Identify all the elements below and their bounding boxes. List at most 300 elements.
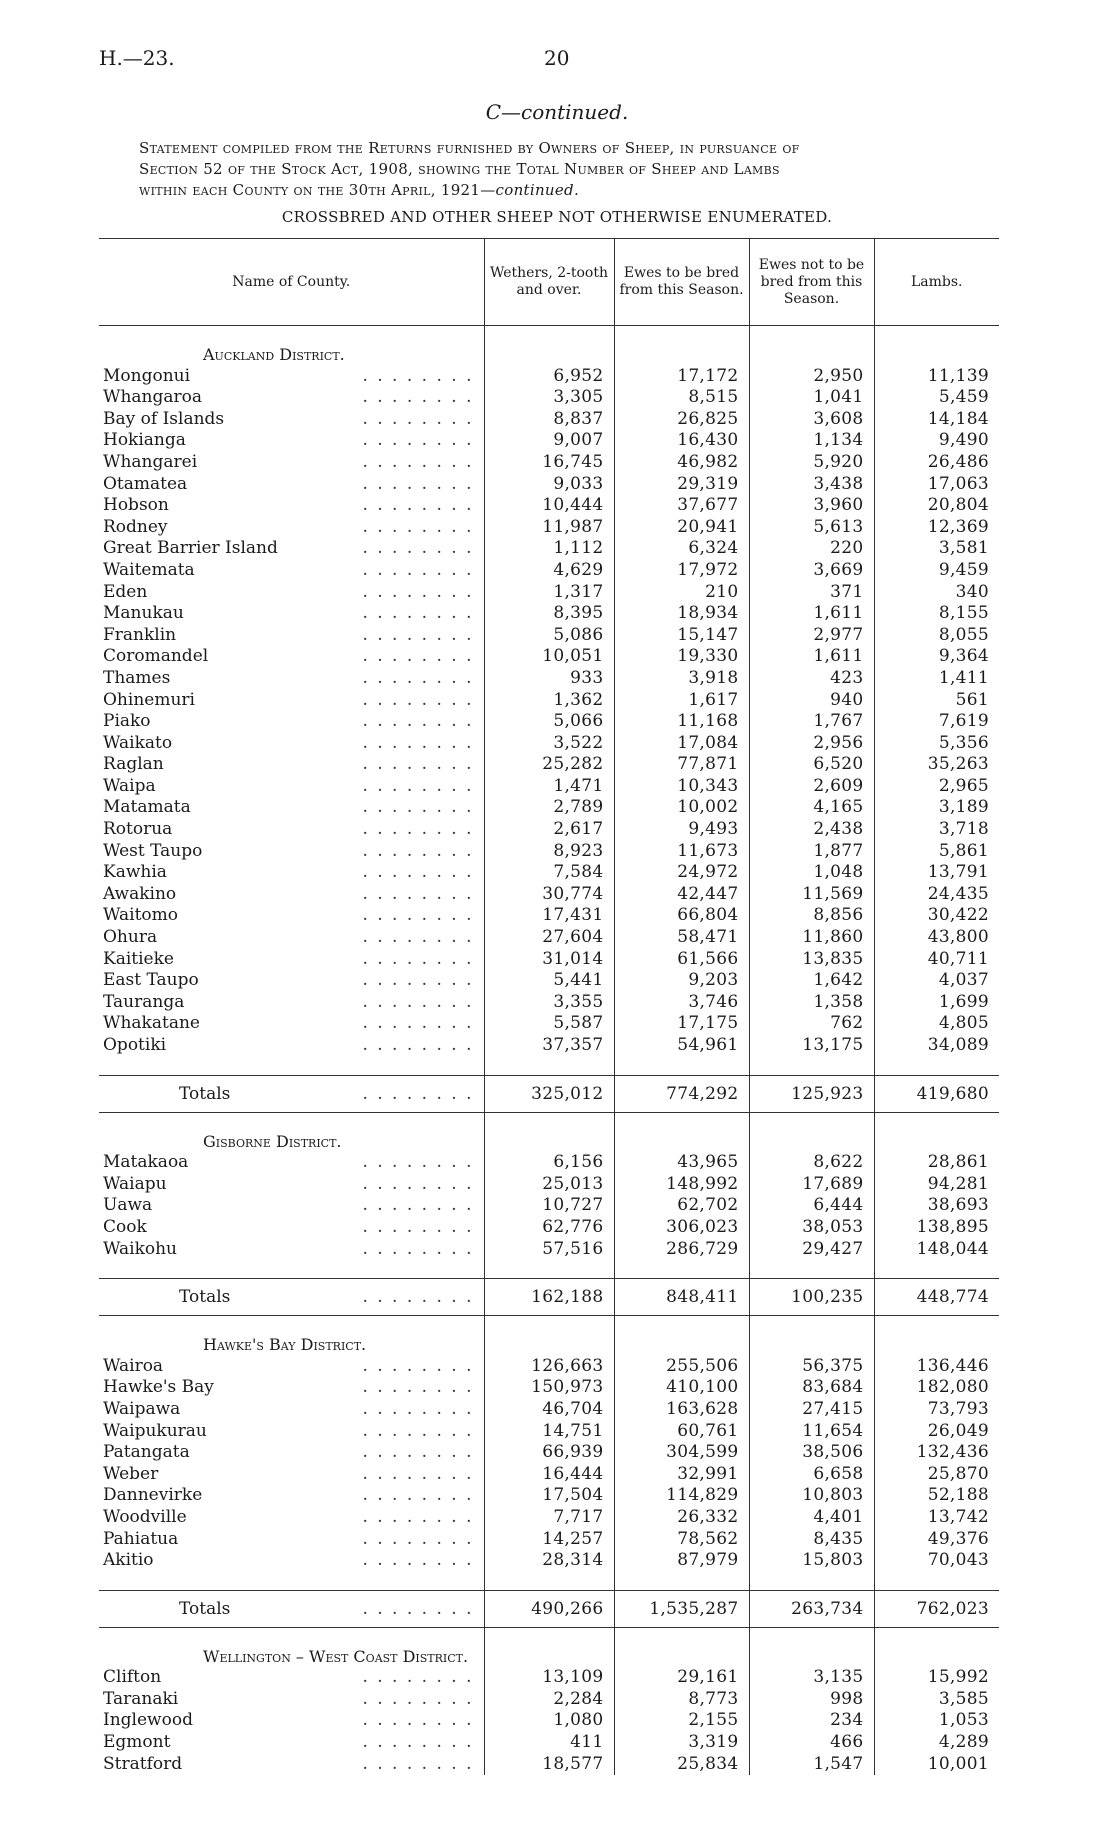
ewes-bred-value: 17,972 bbox=[614, 560, 749, 582]
leader-dots: . . . . . . . . bbox=[362, 1485, 474, 1506]
leader-dots: . . . . . . . . bbox=[362, 495, 474, 516]
ewes-not-bred-value: 38,506 bbox=[749, 1442, 874, 1464]
table-row bbox=[99, 582, 999, 604]
lambs-value: 26,486 bbox=[874, 452, 999, 474]
leader-dots: . . . . . . . . bbox=[362, 1377, 474, 1398]
ewes-not-bred-value: 3,669 bbox=[749, 560, 874, 582]
table-row bbox=[99, 1667, 999, 1689]
wethers-value: 5,066 bbox=[484, 711, 614, 733]
lambs-value: 26,049 bbox=[874, 1421, 999, 1443]
spacer-cell bbox=[99, 1112, 484, 1131]
county-name-cell bbox=[99, 1689, 484, 1711]
ewes-bred-value: 32,991 bbox=[614, 1464, 749, 1486]
leader-dots: . . . . . . . . bbox=[362, 732, 474, 753]
lambs-value: 148,044 bbox=[874, 1239, 999, 1261]
sheep-table bbox=[99, 238, 999, 1775]
ewes-not-bred-value: 11,654 bbox=[749, 1421, 874, 1443]
table-row bbox=[99, 733, 999, 755]
county-name-wrap bbox=[103, 1507, 480, 1529]
ewes-not-bred-value: 371 bbox=[749, 582, 874, 604]
wethers-value: 4,629 bbox=[484, 560, 614, 582]
county-name-cell bbox=[99, 905, 484, 927]
spacer-cell bbox=[614, 1316, 749, 1335]
county-name: Ohinemuri bbox=[103, 689, 195, 710]
ewes-not-bred-value: 2,609 bbox=[749, 776, 874, 798]
county-name-wrap bbox=[103, 1239, 480, 1261]
table-row bbox=[99, 1464, 999, 1486]
leader-dots: . . . . . . . . bbox=[362, 581, 474, 602]
wethers-value: 14,257 bbox=[484, 1529, 614, 1551]
lambs-value: 43,800 bbox=[874, 927, 999, 949]
totals-label-wrap bbox=[179, 1279, 480, 1315]
wethers-value: 5,086 bbox=[484, 625, 614, 647]
ewes-not-bred-value: 3,608 bbox=[749, 409, 874, 431]
county-name: Inglewood bbox=[103, 1710, 193, 1731]
ewes-not-bred-value: 38,053 bbox=[749, 1217, 874, 1239]
district-heading-row bbox=[99, 1646, 999, 1668]
table-row bbox=[99, 517, 999, 539]
total-lambs: 419,680 bbox=[874, 1075, 999, 1112]
col-header-name: Name of County. bbox=[99, 239, 484, 326]
lambs-value: 4,037 bbox=[874, 970, 999, 992]
county-name-cell bbox=[99, 430, 484, 452]
county-name-cell bbox=[99, 797, 484, 819]
county-name: Hobson bbox=[103, 495, 169, 516]
county-name-wrap bbox=[103, 711, 480, 733]
county-name-cell bbox=[99, 1754, 484, 1776]
col-header-wethers: Wethers, 2-tooth and over. bbox=[484, 239, 614, 326]
leader-dots: . . . . . . . . bbox=[362, 775, 474, 796]
leader-dots: . . . . . . . . bbox=[362, 1442, 474, 1463]
ewes-not-bred-value: 13,175 bbox=[749, 1035, 874, 1057]
spacer-cell bbox=[874, 326, 999, 345]
county-name-cell bbox=[99, 582, 484, 604]
lambs-value: 7,619 bbox=[874, 711, 999, 733]
total-lambs: 448,774 bbox=[874, 1279, 999, 1316]
table-row bbox=[99, 1421, 999, 1443]
lambs-value: 11,139 bbox=[874, 366, 999, 388]
county-name-wrap bbox=[103, 970, 480, 992]
county-name-cell bbox=[99, 603, 484, 625]
ewes-bred-value: 26,825 bbox=[614, 409, 749, 431]
lambs-value: 4,805 bbox=[874, 1013, 999, 1035]
leader-dots: . . . . . . . . bbox=[362, 1506, 474, 1527]
table-row bbox=[99, 1442, 999, 1464]
wethers-value: 5,587 bbox=[484, 1013, 614, 1035]
spacer-row bbox=[99, 1627, 999, 1646]
empty-cell bbox=[749, 1131, 874, 1153]
county-name: Matakaoa bbox=[103, 1152, 189, 1173]
ewes-bred-value: 87,979 bbox=[614, 1550, 749, 1572]
county-name: Uawa bbox=[103, 1195, 153, 1216]
spacer-cell bbox=[99, 326, 484, 345]
wethers-value: 1,112 bbox=[484, 538, 614, 560]
table-row bbox=[99, 495, 999, 517]
table-row bbox=[99, 1754, 999, 1776]
county-name: Great Barrier Island bbox=[103, 538, 278, 559]
wethers-value: 28,314 bbox=[484, 1550, 614, 1572]
wethers-value: 8,923 bbox=[484, 841, 614, 863]
total-ewes-not-bred: 125,923 bbox=[749, 1075, 874, 1112]
table-row bbox=[99, 690, 999, 712]
county-name-cell bbox=[99, 1399, 484, 1421]
ewes-not-bred-value: 940 bbox=[749, 690, 874, 712]
leader-dots: . . . . . . . . bbox=[362, 1173, 474, 1194]
county-name: Whangaroa bbox=[103, 387, 203, 408]
spacer-row bbox=[99, 1112, 999, 1131]
ewes-not-bred-value: 6,520 bbox=[749, 754, 874, 776]
ewes-bred-value: 3,746 bbox=[614, 992, 749, 1014]
spacer-cell bbox=[874, 1316, 999, 1335]
lambs-value: 5,861 bbox=[874, 841, 999, 863]
lambs-value: 17,063 bbox=[874, 474, 999, 496]
ewes-not-bred-value: 6,658 bbox=[749, 1464, 874, 1486]
wethers-value: 6,952 bbox=[484, 366, 614, 388]
county-name-wrap bbox=[103, 668, 480, 690]
county-name-wrap bbox=[103, 646, 480, 668]
spacer-cell bbox=[749, 1316, 874, 1335]
leader-dots: . . . . . . . . bbox=[362, 883, 474, 904]
county-name-wrap bbox=[103, 884, 480, 906]
county-name-cell bbox=[99, 495, 484, 517]
county-name-wrap bbox=[103, 992, 480, 1014]
leader-dots: . . . . . . . . bbox=[362, 797, 474, 818]
ewes-bred-value: 46,982 bbox=[614, 452, 749, 474]
ewes-not-bred-value: 3,438 bbox=[749, 474, 874, 496]
wethers-value: 14,751 bbox=[484, 1421, 614, 1443]
lambs-value: 132,436 bbox=[874, 1442, 999, 1464]
wethers-value: 8,837 bbox=[484, 409, 614, 431]
totals-label-cell bbox=[99, 1279, 484, 1316]
ewes-not-bred-value: 56,375 bbox=[749, 1356, 874, 1378]
county-name-wrap bbox=[103, 603, 480, 625]
total-wethers: 490,266 bbox=[484, 1590, 614, 1627]
lambs-value: 182,080 bbox=[874, 1377, 999, 1399]
county-name: Bay of Islands bbox=[103, 408, 225, 429]
county-name: Waikohu bbox=[103, 1238, 178, 1259]
leader-dots: . . . . . . . . bbox=[362, 905, 474, 926]
table-row bbox=[99, 1174, 999, 1196]
ewes-not-bred-value: 2,977 bbox=[749, 625, 874, 647]
county-name-cell bbox=[99, 970, 484, 992]
ewes-bred-value: 10,002 bbox=[614, 797, 749, 819]
county-name-cell bbox=[99, 387, 484, 409]
wethers-value: 9,007 bbox=[484, 430, 614, 452]
wethers-value: 933 bbox=[484, 668, 614, 690]
county-name-wrap bbox=[103, 517, 480, 539]
county-name: Wairoa bbox=[103, 1355, 164, 1376]
empty-cell bbox=[614, 1334, 749, 1356]
district-name bbox=[99, 1646, 484, 1668]
leader-dots: . . . . . . . . bbox=[362, 387, 474, 408]
table-row bbox=[99, 927, 999, 949]
county-name: Taranaki bbox=[103, 1688, 179, 1709]
spacer-cell bbox=[749, 326, 874, 345]
leader-dots: . . . . . . . . bbox=[362, 646, 474, 667]
ewes-not-bred-value: 998 bbox=[749, 1689, 874, 1711]
county-name-cell bbox=[99, 1485, 484, 1507]
county-name-cell bbox=[99, 776, 484, 798]
wethers-value: 27,604 bbox=[484, 927, 614, 949]
county-name: Hawke's Bay bbox=[103, 1377, 214, 1398]
ewes-not-bred-value: 8,435 bbox=[749, 1529, 874, 1551]
county-name: Awakino bbox=[103, 883, 177, 904]
table-row bbox=[99, 1689, 999, 1711]
ewes-bred-value: 19,330 bbox=[614, 646, 749, 668]
county-name: Manukau bbox=[103, 603, 184, 624]
table-row bbox=[99, 1399, 999, 1421]
ewes-not-bred-value: 17,689 bbox=[749, 1174, 874, 1196]
county-name-wrap bbox=[103, 1710, 480, 1732]
wethers-value: 1,317 bbox=[484, 582, 614, 604]
leader-dots: . . . . . . . . bbox=[362, 1013, 474, 1034]
wethers-value: 2,617 bbox=[484, 819, 614, 841]
lambs-value: 1,411 bbox=[874, 668, 999, 690]
ewes-bred-value: 24,972 bbox=[614, 862, 749, 884]
leader-dots: . . . . . . . . bbox=[362, 1420, 474, 1441]
county-name: Thames bbox=[103, 667, 171, 688]
ewes-bred-value: 255,506 bbox=[614, 1356, 749, 1378]
lambs-value: 561 bbox=[874, 690, 999, 712]
county-name-cell bbox=[99, 1550, 484, 1572]
ewes-bred-value: 3,918 bbox=[614, 668, 749, 690]
ewes-bred-value: 60,761 bbox=[614, 1421, 749, 1443]
county-name-wrap bbox=[103, 754, 480, 776]
spacer-cell bbox=[484, 1572, 614, 1591]
ewes-bred-value: 62,702 bbox=[614, 1195, 749, 1217]
county-name-wrap bbox=[103, 474, 480, 496]
district-name-text: Wellington – West Coast District. bbox=[203, 1646, 469, 1666]
county-name-cell bbox=[99, 1195, 484, 1217]
ewes-bred-value: 20,941 bbox=[614, 517, 749, 539]
leader-dots: . . . . . . . . bbox=[362, 559, 474, 580]
wethers-value: 3,305 bbox=[484, 387, 614, 409]
wethers-value: 25,013 bbox=[484, 1174, 614, 1196]
ewes-bred-value: 2,155 bbox=[614, 1710, 749, 1732]
wethers-value: 411 bbox=[484, 1732, 614, 1754]
county-name: Pahiatua bbox=[103, 1528, 179, 1549]
col-header-ewes-not-bred: Ewes not to be bred from this Season. bbox=[749, 239, 874, 326]
spacer-cell bbox=[99, 1260, 484, 1279]
table-row bbox=[99, 452, 999, 474]
ewes-not-bred-value: 4,401 bbox=[749, 1507, 874, 1529]
lambs-value: 14,184 bbox=[874, 409, 999, 431]
table-row bbox=[99, 754, 999, 776]
ewes-bred-value: 8,773 bbox=[614, 1689, 749, 1711]
table-row bbox=[99, 1377, 999, 1399]
table-row bbox=[99, 1356, 999, 1378]
wethers-value: 37,357 bbox=[484, 1035, 614, 1057]
spacer-cell bbox=[99, 1057, 484, 1076]
leader-dots: . . . . . . . . bbox=[362, 711, 474, 732]
spacer-row bbox=[99, 1316, 999, 1335]
county-name: Kaitieke bbox=[103, 948, 174, 969]
county-name: Opotiki bbox=[103, 1035, 167, 1055]
wethers-value: 10,444 bbox=[484, 495, 614, 517]
county-name-wrap bbox=[103, 409, 480, 431]
county-name: Kawhia bbox=[103, 862, 167, 883]
leader-dots: . . . . . . . . bbox=[362, 516, 474, 537]
ewes-not-bred-value: 423 bbox=[749, 668, 874, 690]
lambs-value: 52,188 bbox=[874, 1485, 999, 1507]
district-name-text: Gisborne District. bbox=[203, 1131, 342, 1151]
totals-label: Totals bbox=[179, 1287, 231, 1308]
ewes-bred-value: 10,343 bbox=[614, 776, 749, 798]
county-name: Raglan bbox=[103, 754, 164, 775]
county-name-wrap bbox=[103, 733, 480, 755]
leader-dots: . . . . . . . . bbox=[362, 689, 474, 710]
ewes-bred-value: 163,628 bbox=[614, 1399, 749, 1421]
leader-dots: . . . . . . . . bbox=[362, 1398, 474, 1419]
county-name-wrap bbox=[103, 582, 480, 604]
empty-cell bbox=[749, 1646, 874, 1668]
ewes-bred-value: 306,023 bbox=[614, 1217, 749, 1239]
county-name-cell bbox=[99, 625, 484, 647]
leader-dots: . . . . . . . . bbox=[362, 1732, 474, 1753]
spacer-cell bbox=[614, 1627, 749, 1646]
table-row bbox=[99, 625, 999, 647]
table-row bbox=[99, 430, 999, 452]
county-name-wrap bbox=[103, 905, 480, 927]
spacer-cell bbox=[874, 1112, 999, 1131]
lambs-value: 35,263 bbox=[874, 754, 999, 776]
lambs-value: 340 bbox=[874, 582, 999, 604]
ewes-bred-value: 29,161 bbox=[614, 1667, 749, 1689]
county-name-wrap bbox=[103, 1732, 480, 1754]
county-name-wrap bbox=[103, 1442, 480, 1464]
wethers-value: 30,774 bbox=[484, 884, 614, 906]
county-name-wrap bbox=[103, 776, 480, 798]
county-name-wrap bbox=[103, 1377, 480, 1399]
county-name-cell bbox=[99, 862, 484, 884]
county-name: West Taupo bbox=[103, 840, 203, 861]
county-name-cell bbox=[99, 1152, 484, 1174]
spacer-row bbox=[99, 1057, 999, 1076]
totals-row bbox=[99, 1075, 999, 1112]
statement-line-3-text: within each County on the 30th April, 1921— bbox=[139, 181, 496, 199]
wethers-value: 5,441 bbox=[484, 970, 614, 992]
county-name: Tauranga bbox=[103, 991, 185, 1012]
wethers-value: 126,663 bbox=[484, 1356, 614, 1378]
county-name-wrap bbox=[103, 1421, 480, 1443]
lambs-value: 138,895 bbox=[874, 1217, 999, 1239]
ewes-bred-value: 410,100 bbox=[614, 1377, 749, 1399]
wethers-value: 2,789 bbox=[484, 797, 614, 819]
ewes-not-bred-value: 466 bbox=[749, 1732, 874, 1754]
col-header-ewes-bred: Ewes to be bred from this Season. bbox=[614, 239, 749, 326]
leader-dots: . . . . . . . . bbox=[362, 970, 474, 991]
lambs-value: 1,053 bbox=[874, 1710, 999, 1732]
wethers-value: 10,051 bbox=[484, 646, 614, 668]
table-row bbox=[99, 970, 999, 992]
lambs-value: 3,585 bbox=[874, 1689, 999, 1711]
spacer-row bbox=[99, 1260, 999, 1279]
lambs-value: 5,459 bbox=[874, 387, 999, 409]
county-name-cell bbox=[99, 1421, 484, 1443]
ewes-bred-value: 43,965 bbox=[614, 1152, 749, 1174]
ewes-bred-value: 17,175 bbox=[614, 1013, 749, 1035]
ewes-not-bred-value: 1,041 bbox=[749, 387, 874, 409]
county-name-cell bbox=[99, 1732, 484, 1754]
county-name-cell bbox=[99, 366, 484, 388]
leader-dots: . . . . . . . . bbox=[362, 840, 474, 861]
subtitle: C—continued. bbox=[485, 100, 629, 124]
leader-dots: . . . . . . . . bbox=[362, 603, 474, 624]
lambs-value: 9,459 bbox=[874, 560, 999, 582]
wethers-value: 7,717 bbox=[484, 1507, 614, 1529]
county-name: Ohura bbox=[103, 927, 158, 948]
totals-row bbox=[99, 1590, 999, 1627]
ewes-not-bred-value: 5,613 bbox=[749, 517, 874, 539]
table-row bbox=[99, 387, 999, 409]
totals-label-wrap bbox=[179, 1591, 480, 1627]
county-name-cell bbox=[99, 1710, 484, 1732]
leader-dots: . . . . . . . . bbox=[362, 1083, 474, 1104]
county-name: Waitemata bbox=[103, 559, 195, 580]
ewes-not-bred-value: 1,048 bbox=[749, 862, 874, 884]
col-header-lambs: Lambs. bbox=[874, 239, 999, 326]
ewes-bred-value: 210 bbox=[614, 582, 749, 604]
wethers-value: 10,727 bbox=[484, 1195, 614, 1217]
ewes-not-bred-value: 4,165 bbox=[749, 797, 874, 819]
county-name-cell bbox=[99, 646, 484, 668]
table-row bbox=[99, 560, 999, 582]
spacer-cell bbox=[874, 1572, 999, 1591]
county-name-cell bbox=[99, 711, 484, 733]
lambs-value: 1,699 bbox=[874, 992, 999, 1014]
wethers-value: 57,516 bbox=[484, 1239, 614, 1261]
table-row bbox=[99, 409, 999, 431]
spacer-cell bbox=[99, 1316, 484, 1335]
table-row bbox=[99, 1732, 999, 1754]
district-name bbox=[99, 1131, 484, 1153]
lambs-value: 4,289 bbox=[874, 1732, 999, 1754]
county-name-wrap bbox=[103, 797, 480, 819]
lambs-value: 8,155 bbox=[874, 603, 999, 625]
county-name-wrap bbox=[103, 538, 480, 560]
county-name-wrap bbox=[103, 1356, 480, 1378]
leader-dots: . . . . . . . . bbox=[362, 862, 474, 883]
wethers-value: 1,362 bbox=[484, 690, 614, 712]
leader-dots: . . . . . . . . bbox=[362, 927, 474, 948]
county-name: Whangarei bbox=[103, 451, 198, 472]
ewes-bred-value: 17,172 bbox=[614, 366, 749, 388]
lambs-value: 5,356 bbox=[874, 733, 999, 755]
ewes-not-bred-value: 2,950 bbox=[749, 366, 874, 388]
lambs-value: 24,435 bbox=[874, 884, 999, 906]
leader-dots: . . . . . . . . bbox=[362, 451, 474, 472]
county-name-cell bbox=[99, 841, 484, 863]
empty-cell bbox=[614, 344, 749, 366]
spacer-cell bbox=[484, 1112, 614, 1131]
district-name-text: Hawke's Bay District. bbox=[203, 1335, 367, 1355]
county-name-wrap bbox=[103, 1035, 480, 1057]
county-name-wrap bbox=[103, 366, 480, 388]
county-name: Waitomo bbox=[103, 905, 178, 926]
ewes-not-bred-value: 1,611 bbox=[749, 603, 874, 625]
county-name-wrap bbox=[103, 1195, 480, 1217]
county-name-wrap bbox=[103, 1485, 480, 1507]
wethers-value: 16,444 bbox=[484, 1464, 614, 1486]
county-name-cell bbox=[99, 452, 484, 474]
ewes-bred-value: 3,319 bbox=[614, 1732, 749, 1754]
table-row bbox=[99, 819, 999, 841]
county-name-wrap bbox=[103, 841, 480, 863]
ewes-bred-value: 37,677 bbox=[614, 495, 749, 517]
ewes-not-bred-value: 10,803 bbox=[749, 1485, 874, 1507]
county-name-wrap bbox=[103, 560, 480, 582]
leader-dots: . . . . . . . . bbox=[362, 624, 474, 645]
